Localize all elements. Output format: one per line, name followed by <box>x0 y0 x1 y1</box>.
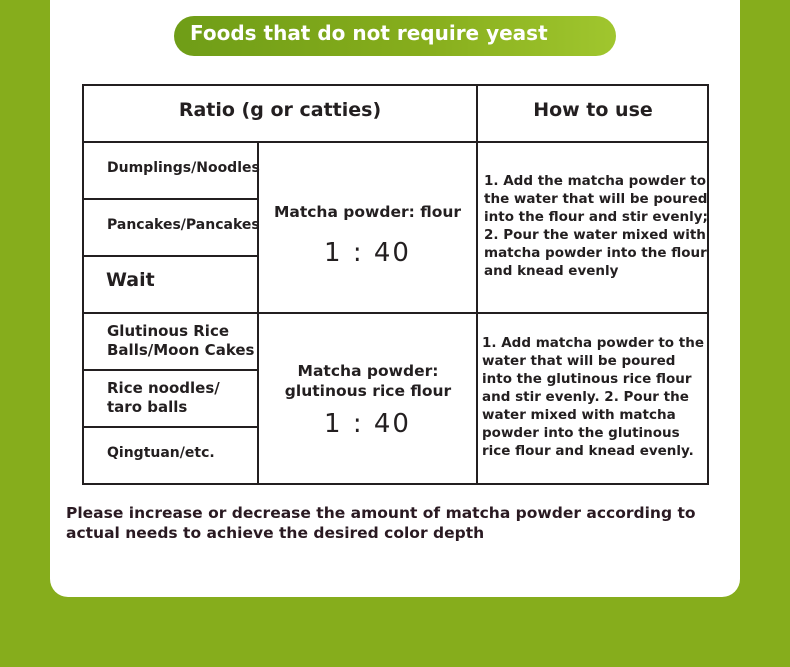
usage-note: Please increase or decrease the amount of matcha powder according to actual needs to achieve the desired color depth <box>66 504 696 542</box>
food-item: Qingtuan/etc. <box>107 445 215 461</box>
header-ratio: Ratio (g or catties) <box>178 99 382 121</box>
food-item: Glutinous Rice Balls/Moon Cakes <box>107 322 255 359</box>
table-divider <box>83 198 258 200</box>
section-title: Foods that do not require yeast <box>190 21 548 45</box>
header-how-to-use: How to use <box>533 99 653 121</box>
table-divider <box>476 85 478 483</box>
ratio-label: Matcha powder: flour <box>273 203 462 221</box>
table-divider <box>83 255 258 257</box>
ratio-label: Matcha powder: glutinous rice flour <box>284 362 452 400</box>
section-title-pill <box>174 16 616 56</box>
food-item: Dumplings/Noodles <box>107 160 260 176</box>
table-divider <box>83 426 258 428</box>
food-item: Rice noodles/ taro balls <box>107 379 220 416</box>
ratio-value: 1 : 40 <box>324 409 411 439</box>
food-item: Wait <box>106 269 155 291</box>
table-divider <box>83 141 708 143</box>
table-divider <box>83 312 708 314</box>
how-to-use-text: 1. Add matcha powder to the water that will be poured into the glutinous rice flour and stir evenly. 2. Pour the water mixed with matcha powder into the glutinous rice flour and knead evenly. <box>482 335 704 459</box>
table-divider <box>83 369 258 371</box>
ratio-value: 1 : 40 <box>324 238 411 268</box>
how-to-use-text: 1. Add the matcha powder to the water that will be poured into the flour and stir evenly; 2. Pour the water mixed with matcha powder into the flour and knead evenly <box>484 173 708 279</box>
food-item: Pancakes/Pancakes <box>107 217 260 233</box>
